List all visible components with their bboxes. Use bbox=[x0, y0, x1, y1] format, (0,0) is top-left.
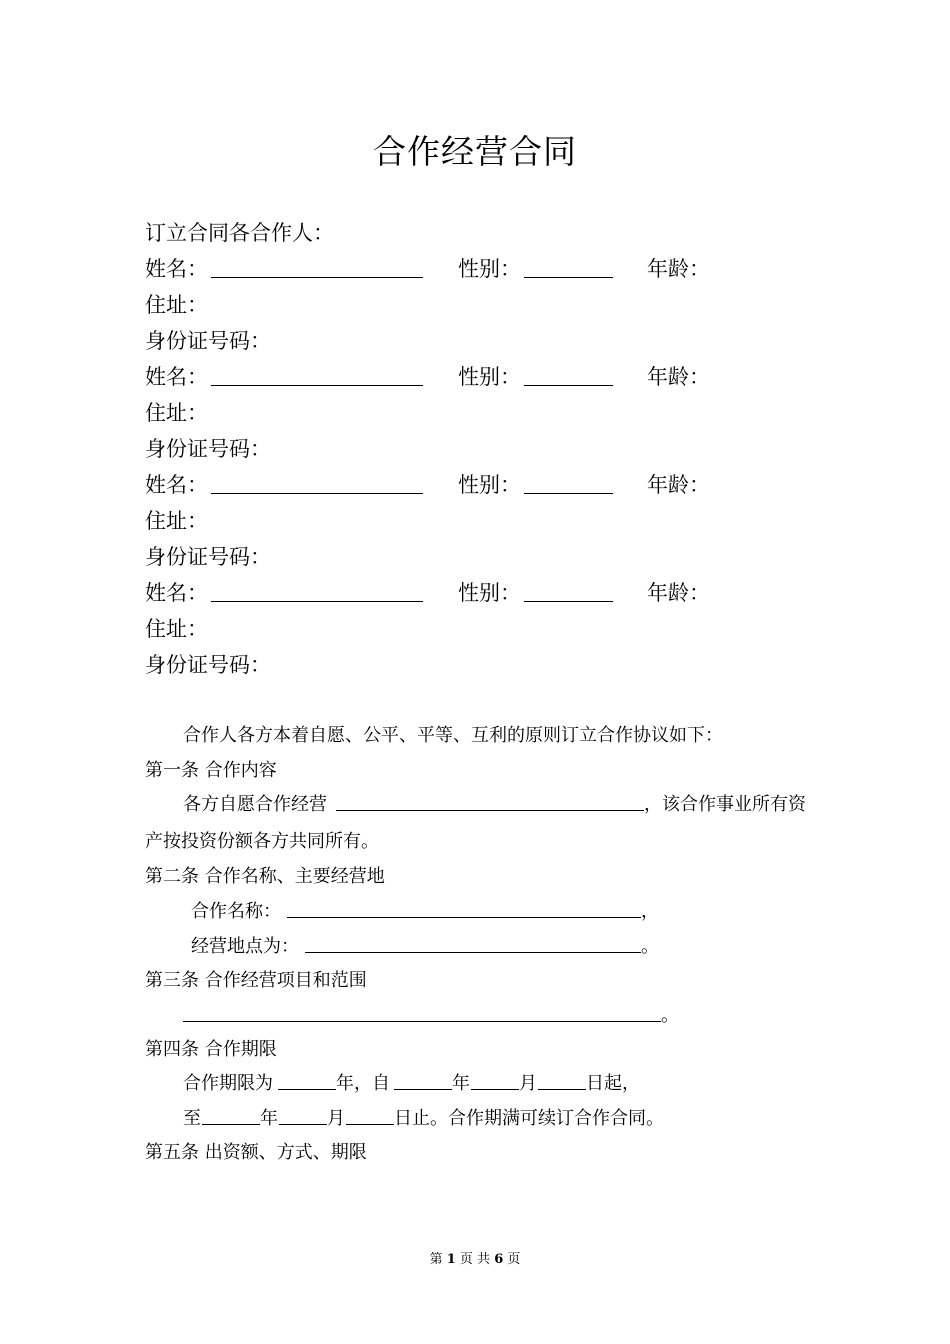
article-2-name-end: ， bbox=[641, 901, 659, 922]
article-1-heading: 第一条 合作内容 bbox=[145, 760, 277, 781]
article-3-heading: 第三条 合作经营项目和范围 bbox=[145, 970, 367, 991]
article-1-text-c: 产按投资份额各方共同所有。 bbox=[145, 831, 379, 852]
party-2-age-label: 年龄： bbox=[647, 365, 710, 389]
article-4-end-month-blank[interactable] bbox=[279, 1104, 327, 1125]
article-1-text-b: ，该合作事业所有资 bbox=[644, 794, 806, 815]
party-1-gender-label: 性别： bbox=[458, 257, 521, 281]
article-4-start-month-blank[interactable] bbox=[471, 1069, 519, 1090]
footer-total-pages: 6 bbox=[494, 1252, 504, 1267]
article-2-name-blank[interactable] bbox=[287, 897, 641, 918]
footer-post: 页 bbox=[507, 1252, 521, 1267]
preamble: 合作人各方本着自愿、公平、平等、互利的原则订立合作协议如下： bbox=[183, 725, 723, 746]
article-4-l1-e: 日起， bbox=[586, 1073, 640, 1094]
article-2-heading: 第二条 合作名称、主要经营地 bbox=[145, 866, 385, 887]
article-4-heading: 第四条 合作期限 bbox=[145, 1039, 277, 1060]
party-2-name-label: 姓名： bbox=[145, 365, 208, 389]
article-4-l1-d: 月 bbox=[519, 1073, 537, 1094]
article-5-heading: 第五条 出资额、方式、期限 bbox=[145, 1142, 367, 1163]
footer-page-number: 1 bbox=[446, 1252, 456, 1267]
article-4-l1-b: 年，自 bbox=[336, 1073, 390, 1094]
article-4-l2-d: 日止。合作期满可续订合作合同。 bbox=[394, 1108, 664, 1129]
party-3-name-label: 姓名： bbox=[145, 473, 208, 497]
article-4-l2-b: 年 bbox=[260, 1108, 278, 1129]
party-3-id-label: 身份证号码： bbox=[145, 545, 271, 569]
party-1-address-label: 住址： bbox=[145, 293, 208, 317]
page-footer bbox=[0, 1248, 950, 1267]
article-4-l1-a: 合作期限为 bbox=[183, 1073, 273, 1094]
article-4-l2-a: 至 bbox=[183, 1108, 201, 1129]
party-4-name-label: 姓名： bbox=[145, 581, 208, 605]
party-1-name-label: 姓名： bbox=[145, 257, 208, 281]
party-4-id-label: 身份证号码： bbox=[145, 653, 271, 677]
party-1-gender-blank[interactable] bbox=[524, 257, 613, 278]
party-2-gender-label: 性别： bbox=[458, 365, 521, 389]
parties-intro: 订立合同各合作人： bbox=[145, 221, 334, 245]
party-4-gender-blank[interactable] bbox=[524, 581, 613, 602]
article-2-place-end: 。 bbox=[641, 936, 659, 957]
party-2-gender-blank[interactable] bbox=[524, 365, 613, 386]
article-2-name-label: 合作名称： bbox=[191, 901, 281, 922]
party-4-name-blank[interactable] bbox=[211, 581, 423, 602]
article-1-blank[interactable] bbox=[336, 790, 644, 811]
party-4-gender-label: 性别： bbox=[458, 581, 521, 605]
party-2-address-label: 住址： bbox=[145, 401, 208, 425]
party-3-gender-blank[interactable] bbox=[524, 473, 613, 494]
party-4-address-label: 住址： bbox=[145, 617, 208, 641]
footer-mid: 页 共 bbox=[459, 1252, 491, 1267]
party-4-age-label: 年龄： bbox=[647, 581, 710, 605]
article-3-end: 。 bbox=[661, 1005, 679, 1026]
party-3-age-label: 年龄： bbox=[647, 473, 710, 497]
article-4-start-day-blank[interactable] bbox=[538, 1069, 586, 1090]
party-3-name-blank[interactable] bbox=[211, 473, 423, 494]
article-4-end-year-blank[interactable] bbox=[202, 1104, 260, 1125]
article-1-text-a: 各方自愿合作经营 bbox=[183, 794, 327, 815]
article-2-place-label: 经营地点为： bbox=[191, 936, 299, 957]
article-2-place-blank[interactable] bbox=[305, 932, 641, 953]
article-4-start-year-blank[interactable] bbox=[394, 1069, 452, 1090]
party-2-id-label: 身份证号码： bbox=[145, 437, 271, 461]
article-4-end-day-blank[interactable] bbox=[346, 1104, 394, 1125]
article-4-l1-c: 年 bbox=[452, 1073, 470, 1094]
footer-pre: 第 bbox=[429, 1252, 443, 1267]
article-4-term-years-blank[interactable] bbox=[278, 1069, 336, 1090]
article-3-blank[interactable] bbox=[183, 1001, 661, 1022]
party-3-address-label: 住址： bbox=[145, 509, 208, 533]
party-1-name-blank[interactable] bbox=[211, 257, 423, 278]
party-2-name-blank[interactable] bbox=[211, 365, 423, 386]
article-4-l2-c: 月 bbox=[327, 1108, 345, 1129]
party-3-gender-label: 性别： bbox=[458, 473, 521, 497]
party-1-id-label: 身份证号码： bbox=[145, 329, 271, 353]
party-1-age-label: 年龄： bbox=[647, 257, 710, 281]
page-title: 合作经营合同 bbox=[373, 132, 577, 171]
